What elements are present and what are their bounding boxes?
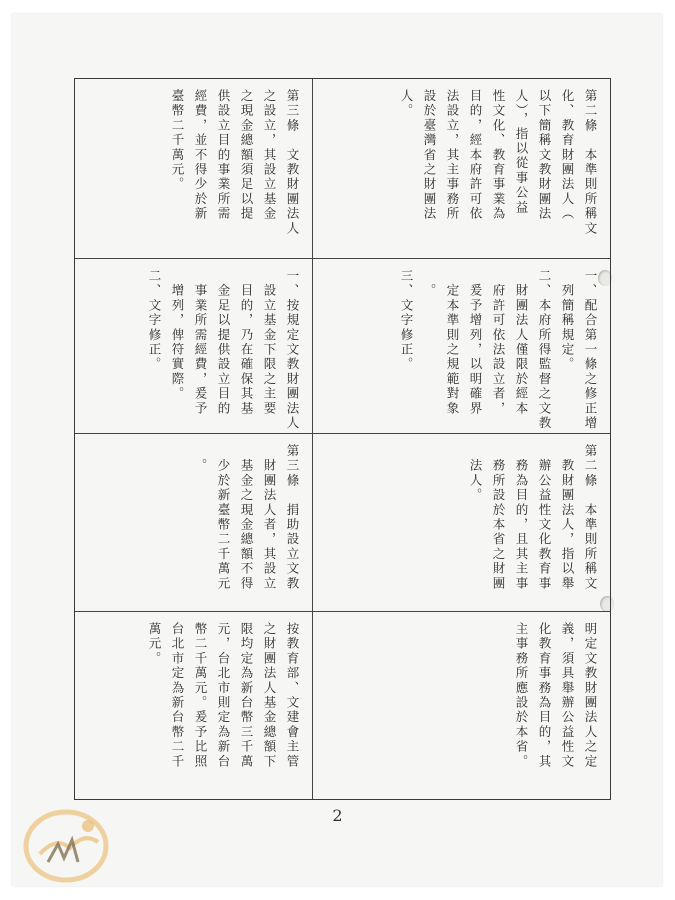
table-cell (313, 259, 610, 434)
text-column: 列簡稱規定。 (560, 269, 575, 372)
text-column: 三、文字修正。 (399, 269, 414, 372)
table-cell (313, 434, 610, 612)
text-column: 教財團法人，指以舉 (560, 444, 575, 591)
cell-text-top-left (166, 89, 304, 252)
text-column: 。 (422, 269, 437, 299)
cell-text-bottom-left (143, 622, 304, 793)
cell-text-top-right (395, 89, 602, 252)
page-number: 2 (332, 806, 343, 825)
cell-text-lower-left (189, 444, 304, 605)
table-cell (313, 612, 610, 799)
text-column: 基金之現金總額不得 (239, 444, 254, 591)
text-column: 金足以提供設立目的 (216, 269, 231, 416)
text-column: 二、本府所得監督之文教 (537, 269, 552, 431)
text-column: 義，須具舉辦公益性文 (560, 622, 575, 769)
text-column: 府許可依法設立者， (491, 269, 506, 416)
text-column: 財團法人僅限於經本 (514, 269, 529, 416)
cell-text-mid-right (395, 269, 602, 431)
text-column: 一、配合第一條之修正增 (583, 269, 598, 431)
comparison-table (74, 78, 611, 800)
text-column: 少於新臺幣二千萬元 (216, 444, 231, 591)
text-column: 務為目的，且其主事 (514, 444, 529, 591)
text-column: 事業所需經費，爰予 (193, 269, 208, 416)
text-column: 設於臺灣省之財團法 (422, 89, 437, 222)
text-column: 目的，經本府許可依 (468, 89, 483, 222)
text-column: 定本準則之規範對象 (445, 269, 460, 416)
cell-text-mid-left (143, 269, 304, 431)
table-cell (75, 434, 313, 612)
text-column: 明定文教財團法人之定 (583, 622, 598, 769)
cell-text-bottom-right (510, 622, 602, 793)
text-column: 之現金總額須足以提 (239, 89, 254, 222)
text-column: 務所設於本省之財團 (491, 444, 506, 591)
text-column: 元，台北市則定為新台 (216, 622, 231, 769)
text-column: 增列，俾符實際。 (170, 269, 185, 402)
text-column: 臺幣二千萬元。 (170, 89, 185, 192)
text-column: 供設立目的事業所需 (216, 89, 231, 222)
document-page (12, 14, 662, 886)
text-column: 化、教育財團法人（ (560, 89, 575, 222)
text-column: 。 (193, 444, 208, 474)
library-logo-icon (18, 796, 118, 886)
text-column: 之設立，其設立基金 (262, 89, 277, 222)
text-column: 人），指以從事公益 (514, 89, 529, 216)
text-column: 辦公益性文化教育事 (537, 444, 552, 591)
text-column: 按教育部、文建會主管 (285, 622, 300, 769)
table-cell (313, 79, 610, 259)
text-column: 第二條 本準則所稱文 (583, 89, 598, 236)
text-column: 爰予增列，以明確界 (468, 269, 483, 416)
text-column: 台北市定為新台幣二千 (170, 622, 185, 769)
text-column: 以下簡稱文教財團法 (537, 89, 552, 222)
text-column: 化教育事務為目的，其 (537, 622, 552, 769)
text-column: 法人。 (468, 444, 483, 503)
text-column: 第三條 捐助設立文教 (285, 444, 300, 591)
text-column: 設立基金下限之主要 (262, 269, 277, 416)
text-column: 二、文字修正。 (147, 269, 162, 372)
text-column: 萬元。 (147, 622, 162, 667)
table-cell (75, 612, 313, 799)
cell-text-lower-right (464, 444, 602, 605)
text-column: 財團法人者，其設立 (262, 444, 277, 591)
text-column: 之財團法人基金總額下 (262, 622, 277, 769)
text-column: 第二條 本準則所稱文 (583, 444, 598, 591)
text-column: 限均定為新台幣三千萬 (239, 622, 254, 769)
table-cell (75, 259, 313, 434)
text-column: 經費，並不得少於新 (193, 89, 208, 222)
text-column: 幣二千萬元。爰予比照 (193, 622, 208, 769)
text-column: 主事務所應設於本省。 (514, 622, 529, 769)
text-column: 一、按規定文教財團法人 (285, 269, 300, 431)
text-column: 性文化、教育事業為 (491, 89, 506, 222)
text-column: 第三條 文教財團法人 (285, 89, 300, 236)
table-cell (75, 79, 313, 259)
text-column: 法設立，其主事務所 (445, 89, 460, 222)
text-column: 人。 (399, 89, 414, 119)
text-column: 目的，乃在確保其基 (239, 269, 254, 416)
